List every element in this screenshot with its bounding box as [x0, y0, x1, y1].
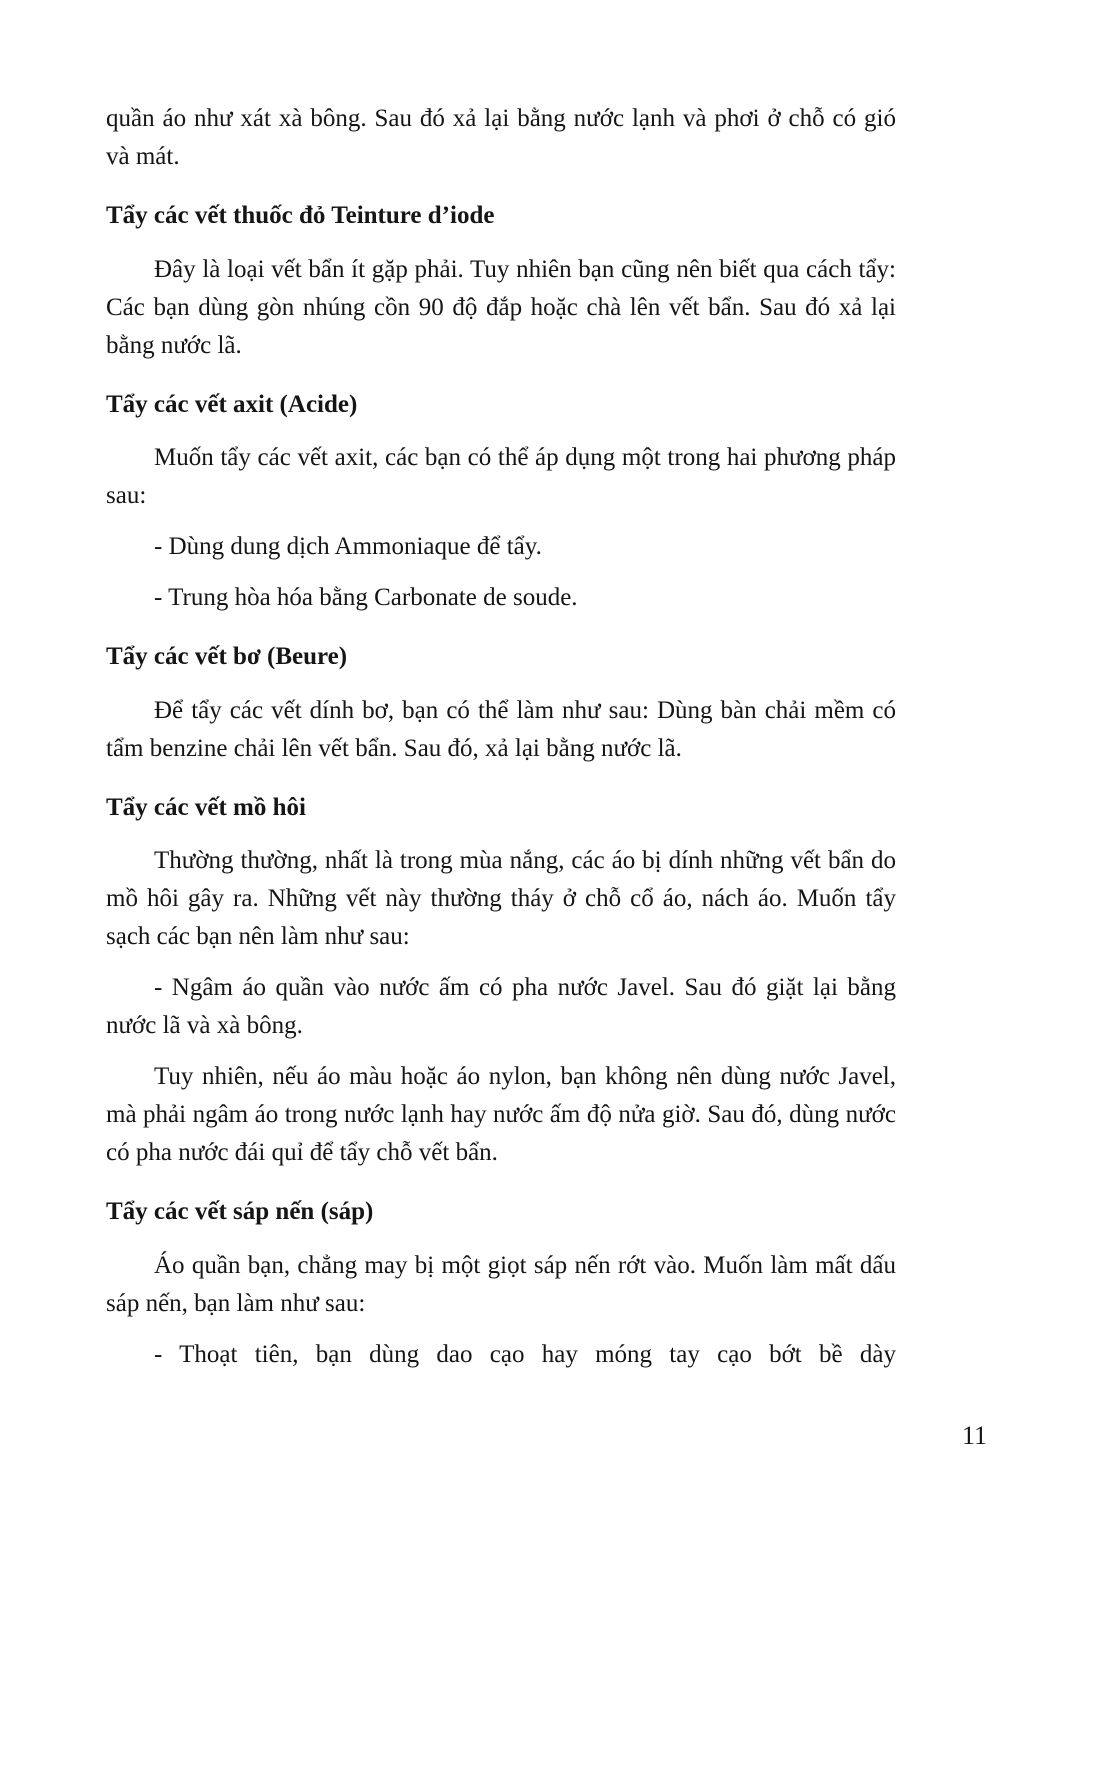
- paragraph: - Ngâm áo quần vào nước ấm có pha nước Javel. Sau đó giặt lại bằng nước lã và xà bông.: [106, 974, 896, 1039]
- paragraph: quần áo như xát xà bông. Sau đó xả lại bằng nước lạnh và phơi ở chỗ có gió và mát.: [106, 105, 896, 170]
- paragraph: Để tẩy các vết dính bơ, bạn có thể làm như sau: Dùng bàn chải mềm có tẩm benzine chải lên vết bẩn. Sau đó, xả lại bằng nước lã.: [106, 696, 896, 762]
- paragraph: - Thoạt tiên, bạn dùng dao cạo hay móng tay cạo bớt bề dày: [154, 1340, 896, 1368]
- page-number: 11: [961, 1421, 987, 1450]
- section-heading: Tẩy các vết sáp nến (sáp): [106, 1198, 374, 1225]
- section-heading: Tẩy các vết axit (Acide): [106, 390, 358, 418]
- section-heading: Tẩy các vết mồ hôi: [106, 793, 306, 821]
- section-heading: Tẩy các vết thuốc đỏ Teinture d’iode: [106, 202, 495, 229]
- paragraph: Áo quần bạn, chẳng may bị một giọt sáp nến rớt vào. Muốn làm mất dấu sáp nến, bạn làm như sau:: [106, 1251, 896, 1317]
- section-heading: Tẩy các vết bơ (Beure): [106, 643, 348, 670]
- paragraph: Tuy nhiên, nếu áo màu hoặc áo nylon, bạn không nên dùng nước Javel, mà phải ngâm áo trong nước lạnh hay nước ấm độ nửa giờ. Sau đó, dùng nước có pha nước đái quỉ để tẩy chỗ vết bẩn.: [106, 1063, 896, 1166]
- paragraph: - Trung hòa hóa bằng Carbonate de soude.: [154, 584, 578, 611]
- paragraph: Muốn tẩy các vết axit, các bạn có thể áp dụng một trong hai phương pháp sau:: [106, 444, 896, 509]
- page-content: [106, 100, 896, 1387]
- paragraph: - Dùng dung dịch Ammoniaque để tẩy.: [154, 533, 542, 560]
- paragraph: Đây là loại vết bẩn ít gặp phải. Tuy nhiên bạn cũng nên biết qua cách tẩy: Các bạn dùng gòn nhúng cồn 90 độ đắp hoặc chà lên vết bẩn. Sau đó xả lại bằng nước lã.: [106, 255, 896, 359]
- paragraph: Thường thường, nhất là trong mùa nắng, các áo bị dính những vết bẩn do mồ hôi gây ra. Những vết này thường tháy ở chỗ cổ áo, nách áo. Muốn tẩy sạch các bạn nên làm như sau:: [106, 847, 896, 950]
